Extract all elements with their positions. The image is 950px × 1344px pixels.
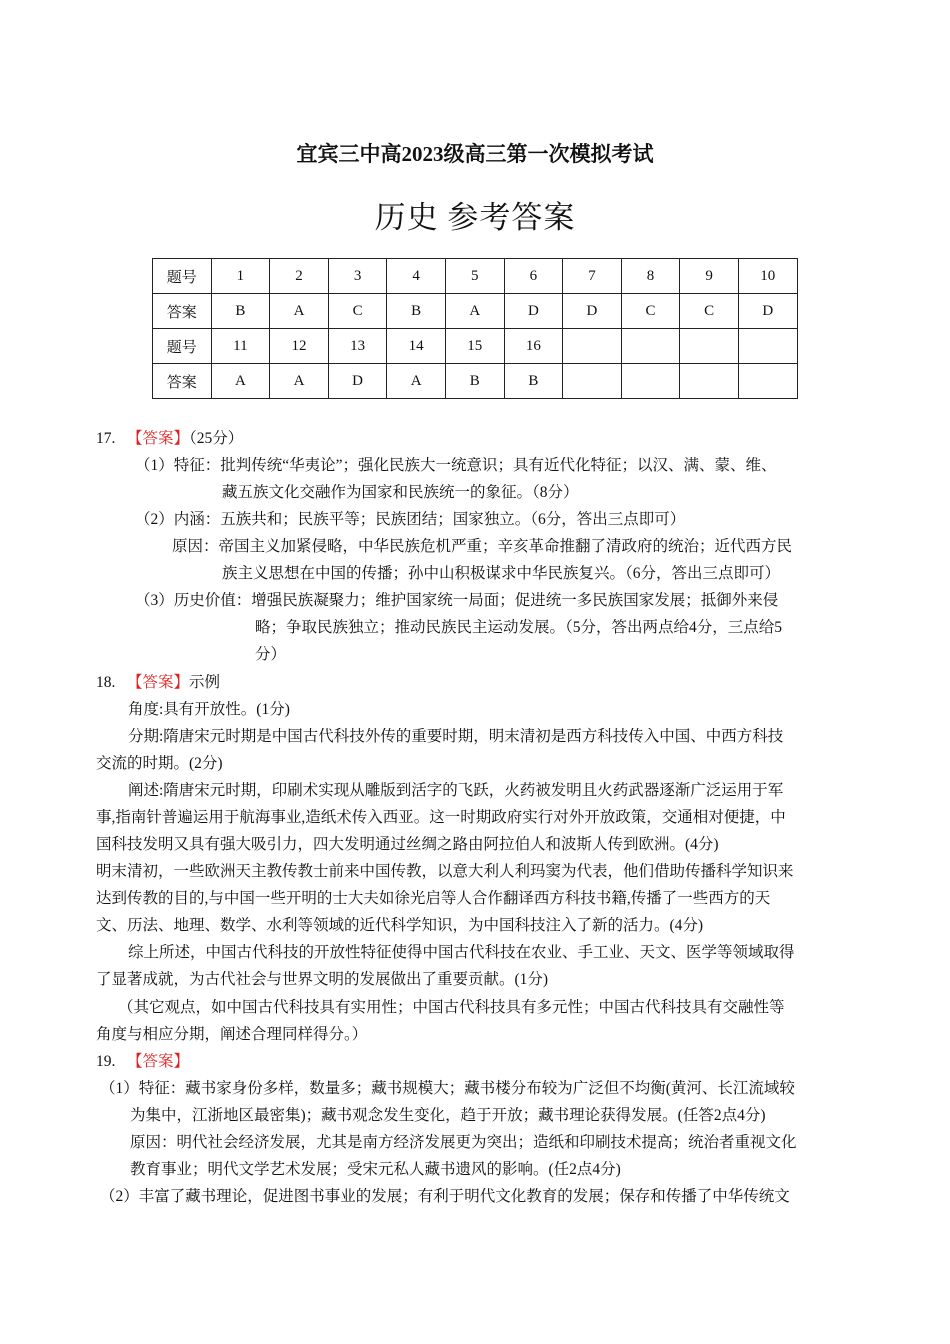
q17-line: （1）特征：批判传统“华夷论”；强化民族大一统意识；具有近代化特征；以汉、满、蒙、维、 — [135, 457, 777, 474]
table-cell: D — [563, 294, 622, 329]
q18-suffix: 示例 — [189, 674, 221, 691]
q18-number: 18. — [96, 674, 116, 691]
table-cell: 14 — [387, 329, 446, 364]
school-title: 宜宾三中高2023级高三第一次模拟考试 — [296, 142, 654, 166]
table-cell: 13 — [328, 329, 387, 364]
q18-line: 分期:隋唐宋元时期是中国古代科技外传的重要时期，明末清初是西方科技传入中国、中西方科技 — [128, 728, 784, 745]
subject-title: 历史 参考答案 — [374, 200, 576, 235]
table-cell: 6 — [504, 259, 563, 294]
table-cell: 5 — [445, 259, 504, 294]
table-cell: B — [387, 294, 446, 329]
q18-line: 交流的时期。(2分) — [96, 755, 223, 772]
table-row — [153, 294, 798, 329]
table-cell — [621, 364, 680, 399]
table-cell: A — [211, 364, 270, 399]
table-cell: 9 — [680, 259, 739, 294]
q18-line: 国科技发明又具有强大吸引力，四大发明通过丝绸之路由阿拉伯人和波斯人传到欧洲。(4分) — [96, 836, 719, 853]
table-cell: D — [738, 294, 797, 329]
table-row — [153, 259, 798, 294]
q19-number: 19. — [96, 1053, 116, 1070]
table-cell: 2 — [270, 259, 329, 294]
table-cell: B — [445, 364, 504, 399]
answer-table — [152, 258, 798, 399]
q18-line: 角度:具有开放性。(1分) — [128, 701, 290, 718]
row-header-cell: 答案 — [153, 364, 212, 399]
q17-line: 藏五族文化交融作为国家和民族统一的象征。（8分） — [222, 484, 579, 501]
q17-line: 原因：帝国主义加紧侵略，中华民族危机严重；辛亥革命推翻了清政府的统治；近代西方民 — [172, 538, 793, 555]
q18-line: 综上所述，中国古代科技的开放性特征使得中国古代科技在农业、手工业、天文、医学等领域取得 — [128, 944, 795, 961]
table-cell: C — [680, 294, 739, 329]
table-cell: 1 — [211, 259, 270, 294]
q19-heading — [96, 1052, 189, 1072]
q18-line: 阐述:隋唐宋元时期，印刷术实现从雕版到活字的飞跃，火药被发明且火药武器逐渐广泛运用于军 — [128, 782, 784, 799]
table-row — [153, 364, 798, 399]
row-header-cell: 答案 — [153, 294, 212, 329]
table-cell: A — [387, 364, 446, 399]
table-cell: A — [270, 364, 329, 399]
q19-line: 原因：明代社会经济发展，尤其是南方经济发展更为突出；造纸和印刷技术提高；统治者重视文化 — [130, 1134, 797, 1151]
q18-line: 明末清初，一些欧洲天主教传教士前来中国传教，以意大利人利玛窦为代表，他们借助传播科学知识来 — [96, 863, 794, 880]
table-cell — [680, 364, 739, 399]
q18-line: 角度与相应分期，阐述合理同样得分。） — [96, 1026, 368, 1043]
table-cell — [563, 329, 622, 364]
table-cell: 7 — [563, 259, 622, 294]
q18-line: 事,指南针普遍运用于航海事业,造纸术传入西亚。这一时期政府实行对外开放政策，交通相对便捷，中 — [96, 809, 786, 826]
q17-number: 17. — [96, 430, 116, 447]
q19-line: （2）丰富了藏书理论，促进图书事业的发展；有利于明代文化教育的发展；保存和传播了中华传统文 — [100, 1188, 790, 1205]
q19-line: （1）特征：藏书家身份多样，数量多；藏书规模大；藏书楼分布较为广泛但不均衡(黄河、长江流域较 — [100, 1080, 795, 1097]
q17-line: 分） — [255, 646, 287, 663]
q18-line: 了显著成就，为古代社会与世界文明的发展做出了重要贡献。(1分) — [96, 971, 549, 988]
table-cell: 16 — [504, 329, 563, 364]
answer-tag: 【答案】 — [127, 430, 190, 447]
q18-line: 达到传教的目的,与中国一些开明的士大夫如徐光启等人合作翻译西方科技书籍,传播了一些西方的天 — [96, 890, 771, 907]
answer-tag: 【答案】 — [127, 674, 190, 691]
row-header-cell: 题号 — [153, 329, 212, 364]
table-cell: 10 — [738, 259, 797, 294]
row-header-cell: 题号 — [153, 259, 212, 294]
table-cell: C — [621, 294, 680, 329]
table-cell: 12 — [270, 329, 329, 364]
q17-line: 略；争取民族独立；推动民族民主运动发展。（5分，答出两点给4分，三点给5 — [255, 619, 783, 636]
q19-line: 教育事业；明代文学艺术发展；受宋元私人藏书遗风的影响。(任2点4分) — [130, 1161, 621, 1178]
table-cell: 15 — [445, 329, 504, 364]
table-cell — [563, 364, 622, 399]
table-row — [153, 329, 798, 364]
table-cell: 11 — [211, 329, 270, 364]
table-cell — [680, 329, 739, 364]
table-cell: 3 — [328, 259, 387, 294]
table-cell: 4 — [387, 259, 446, 294]
table-cell: B — [211, 294, 270, 329]
q17-line: 族主义思想在中国的传播；孙中山积极谋求中华民族复兴。（6分，答出三点即可） — [222, 565, 781, 582]
table-cell — [621, 329, 680, 364]
answer-tag: 【答案】 — [127, 1053, 190, 1070]
q19-line: 为集中，江浙地区最密集)；藏书观念发生变化，趋于开放；藏书理论获得发展。(任答2点4分) — [130, 1107, 766, 1124]
q17-line: （3）历史价值：增强民族凝聚力；维护国家统一局面；促进统一多民族国家发展；抵御外来侵 — [135, 592, 779, 609]
table-cell — [738, 364, 797, 399]
table-cell — [738, 329, 797, 364]
q18-heading — [96, 673, 220, 693]
table-cell: 8 — [621, 259, 680, 294]
q17-score: （25分） — [189, 430, 244, 447]
q17-line: （2）内涵：五族共和；民族平等；民族团结；国家独立。（6分，答出三点即可） — [135, 511, 686, 528]
table-cell: C — [328, 294, 387, 329]
table-cell: D — [504, 294, 563, 329]
q18-line: 文、历法、地理、数学、水利等领域的近代科学知识，为中国科技注入了新的活力。(4分) — [96, 917, 704, 934]
q17-heading — [96, 429, 243, 449]
table-cell: D — [328, 364, 387, 399]
table-cell: A — [445, 294, 504, 329]
table-cell: A — [270, 294, 329, 329]
q18-line: （其它观点，如中国古代科技具有实用性；中国古代科技具有多元性；中国古代科技具有交融性等 — [118, 999, 785, 1016]
table-cell: B — [504, 364, 563, 399]
